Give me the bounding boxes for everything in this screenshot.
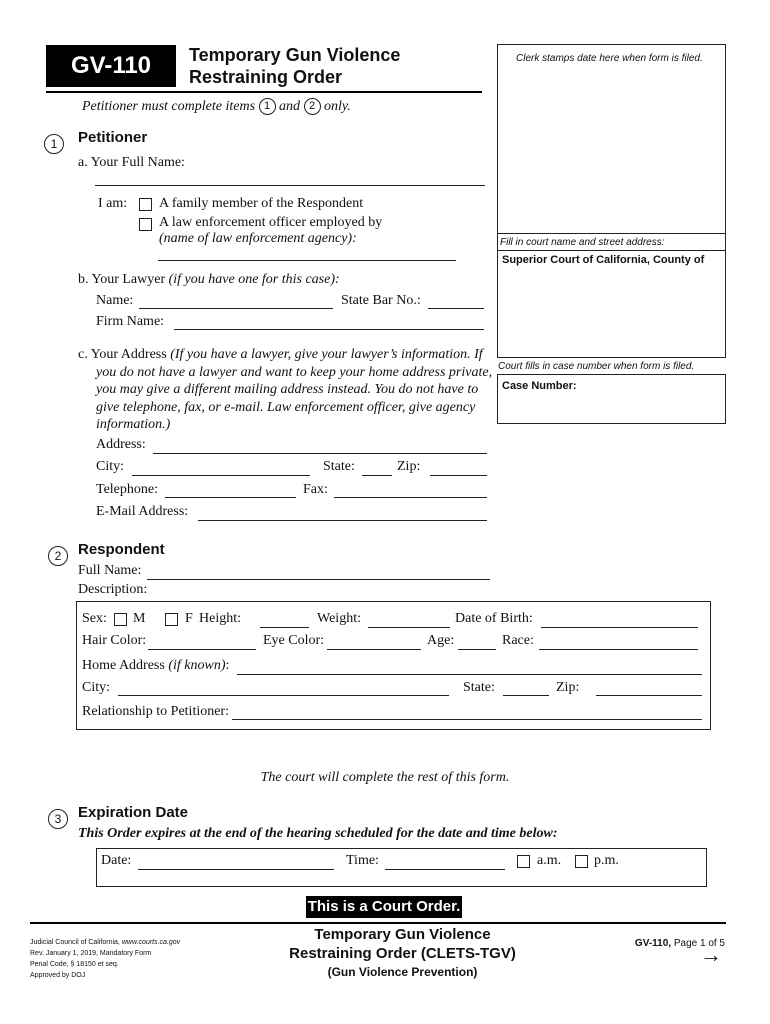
section-1-title: Petitioner — [78, 129, 148, 146]
header-rule — [46, 91, 482, 93]
time-label: Time: — [346, 853, 379, 868]
hair-field[interactable] — [148, 649, 256, 650]
lawyer-name-field[interactable] — [139, 308, 333, 309]
hair-label: Hair Color: — [82, 633, 147, 648]
zip-label: Zip: — [397, 459, 421, 474]
respondent-name-field[interactable] — [147, 579, 490, 580]
race-label: Race: — [502, 633, 534, 648]
sex-f-label: F — [185, 611, 193, 626]
firm-name-field[interactable] — [174, 329, 484, 330]
pm-label: p.m. — [594, 853, 619, 868]
description-label: Description: — [78, 582, 148, 597]
form-title-line1: Temporary Gun Violence — [189, 45, 401, 65]
pm-checkbox[interactable] — [575, 855, 588, 868]
item-2-marker: 2 — [304, 98, 321, 115]
address-instructions: c. Your Address (If you have a lawyer, give your lawyer’s information. If you do not have a lawyer and want to keep your home address private, you may give a different mailing address instead. You do not have to give telephone, fax, or e-mail. Law enforcement officer, give agency information.) — [78, 347, 493, 432]
respondent-zip-label: Zip: — [556, 680, 580, 695]
case-number-label: Case Number: — [502, 380, 577, 392]
court-complete-note: The court will complete the rest of this form. — [260, 770, 510, 785]
relationship-label: Relationship to Petitioner: — [82, 704, 229, 719]
sex-f-checkbox[interactable] — [165, 613, 178, 626]
footer-title: Temporary Gun Violence Restraining Order (CLETS-TGV) (Gun Violence Prevention) — [289, 926, 516, 979]
home-address-label: Home Address (if known): — [82, 658, 230, 673]
respondent-name-label: Full Name: — [78, 563, 142, 578]
zip-field[interactable] — [430, 475, 487, 476]
email-label: E-Mail Address: — [96, 504, 189, 519]
weight-label: Weight: — [317, 611, 361, 626]
relationship-field[interactable] — [232, 719, 702, 720]
date-label: Date: — [101, 853, 132, 868]
height-field[interactable] — [260, 627, 309, 628]
fax-field[interactable] — [334, 497, 487, 498]
petitioner-instruction: Petitioner must complete items 1 and 2 only. — [82, 99, 351, 114]
home-address-field[interactable] — [237, 674, 702, 675]
fax-label: Fax: — [303, 482, 328, 497]
sex-label: Sex: — [82, 611, 107, 626]
age-label: Age: — [427, 633, 455, 648]
council-site-link[interactable]: www.courts.ca.gov — [121, 939, 181, 946]
eye-label: Eye Color: — [263, 633, 325, 648]
weight-field[interactable] — [368, 627, 450, 628]
eye-field[interactable] — [327, 649, 421, 650]
form-title-line2: Restraining Order — [189, 67, 343, 87]
lawyer-heading: b. Your Lawyer (if you have one for this case): — [78, 272, 340, 287]
court-order-banner: This is a Court Order. — [306, 896, 462, 918]
court-name-rule — [497, 250, 726, 251]
officer-label: A law enforcement officer employed by — [159, 215, 383, 230]
respondent-state-field[interactable] — [503, 695, 549, 696]
form-id-badge — [46, 45, 176, 87]
agency-label: (name of law enforcement agency): — [159, 231, 357, 246]
dob-field[interactable] — [541, 627, 698, 628]
firm-name-label: Firm Name: — [96, 314, 165, 329]
section-3-number: 3 — [48, 809, 68, 829]
race-field[interactable] — [539, 649, 698, 650]
item-1-marker: 1 — [259, 98, 276, 115]
full-name-label: a. Your Full Name: — [78, 155, 185, 170]
age-field[interactable] — [458, 649, 496, 650]
section-2-number: 2 — [48, 546, 68, 566]
section-1-number: 1 — [44, 134, 64, 154]
hearing-date-field[interactable] — [138, 869, 334, 870]
respondent-state-label: State: — [463, 680, 495, 695]
family-member-label: A family member of the Respondent — [159, 196, 364, 211]
i-am-label: I am: — [98, 196, 128, 211]
sex-m-label: M — [133, 611, 146, 626]
height-label: Height: — [199, 611, 241, 626]
state-bar-field[interactable] — [428, 308, 484, 309]
clerk-stamp-box — [497, 44, 726, 358]
am-checkbox[interactable] — [517, 855, 530, 868]
clerk-divider — [497, 233, 726, 234]
state-field[interactable] — [362, 475, 392, 476]
court-name-label: Superior Court of California, County of — [502, 254, 705, 266]
email-field[interactable] — [198, 520, 487, 521]
family-member-checkbox[interactable] — [139, 198, 152, 211]
telephone-label: Telephone: — [96, 482, 158, 497]
expiration-note: This Order expires at the end of the hearing scheduled for the date and time below: — [78, 826, 558, 841]
section-2-title: Respondent — [78, 541, 165, 558]
footer-legal: Judicial Council of California, www.courts.ca.gov Rev. January 1, 2019, Mandatory Form Penal Code, § 18150 et seq. Approved by DOJ — [30, 939, 181, 979]
clerk-stamp-note: Clerk stamps date here when form is filed. — [516, 53, 703, 64]
sex-m-checkbox[interactable] — [114, 613, 127, 626]
form-title — [189, 44, 400, 88]
next-page-arrow-icon[interactable]: → — [700, 942, 722, 967]
form-id: GV-110 — [70, 52, 152, 79]
address-field[interactable] — [153, 453, 487, 454]
dob-label: Date of Birth: — [455, 611, 533, 626]
case-number-note: Court fills in case number when form is filed. — [498, 361, 695, 372]
full-name-field[interactable] — [95, 185, 485, 186]
officer-checkbox[interactable] — [139, 218, 152, 231]
respondent-city-field[interactable] — [118, 695, 449, 696]
city-field[interactable] — [132, 475, 310, 476]
footer-rule — [30, 922, 726, 924]
address-label: Address: — [96, 437, 146, 452]
am-label: a.m. — [537, 853, 562, 868]
telephone-field[interactable] — [165, 497, 296, 498]
city-label: City: — [96, 459, 125, 474]
hearing-time-field[interactable] — [385, 869, 505, 870]
state-bar-label: State Bar No.: — [341, 293, 421, 308]
respondent-city-label: City: — [82, 680, 111, 695]
lawyer-name-label: Name: — [96, 293, 134, 308]
section-3-title: Expiration Date — [78, 804, 189, 821]
agency-field[interactable] — [158, 260, 456, 261]
court-name-note: Fill in court name and street address: — [500, 237, 665, 248]
state-label: State: — [323, 459, 355, 474]
page-number: GV-110, Page 1 of 5 — [634, 938, 725, 949]
respondent-zip-field[interactable] — [596, 695, 702, 696]
